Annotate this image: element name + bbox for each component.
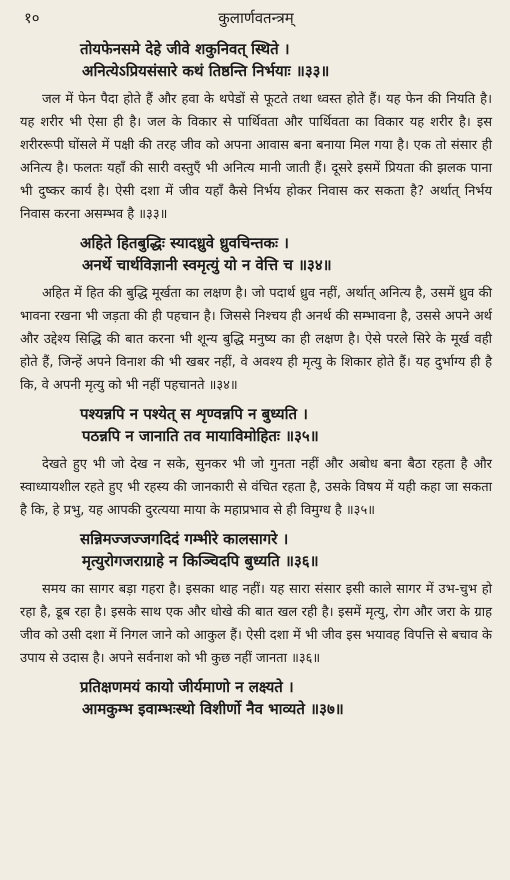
verse-line: अनित्येऽप्रियसंसारे कथं तिष्ठन्ति निर्भयाः ॥३३॥ [82, 62, 330, 80]
verse-33 [20, 38, 492, 82]
verse-line: प्रतिक्षणमयं कायो जीर्यमाणो न लक्ष्यते । [80, 678, 294, 696]
verse-37 [20, 676, 492, 720]
verse-line: तोयफेनसमे देहे जीवे शकुनिवत् स्थिते । [80, 40, 290, 58]
verse-line: पठन्नपि न जानाति तव मायाविमोहितः ॥३५॥ [82, 427, 319, 445]
verse-line: मृत्युरोगजराग्राहे न किञ्चिदपि बुध्यति ॥३६॥ [82, 552, 319, 570]
verse-line: अनर्थे चार्थविज्ञानी स्वमृत्युं यो न वेत्ति च ॥३४॥ [82, 256, 332, 274]
running-title: कुलार्णवतन्त्रम् [218, 9, 294, 27]
verse-line: अहिते हितबुद्धिः स्यादध्रुवे ध्रुवचिन्तकः । [80, 234, 289, 252]
verse-35 [20, 403, 492, 447]
commentary-35: देखते हुए भी जो देख न सके, सुनकर भी जो गुनता नहीं और अबोध बना बैठा रहता है और स्वाध्यायशील रहते हुए भी रहस्य की जानकारी से वंचित रहता है, उसके विषय में यही कहा जा सकता है कि, हे प्रभु, यह आपकी दुरत्यया माया के महाप्रभाव से ही विमुग्ध है ॥३५॥ [20, 457, 492, 518]
commentary-33: जल में फेन पैदा होते हैं और हवा के थपेडों से फूटते तथा ध्वस्त होते हैं। यह फेन की नियति है। यह शरीर भी ऐसा ही है। जल के विकार से पार्थिवता और पार्थिवता का विकार यह शरीर है। इस शरीररूपी घोंसले में पक्षी की तरह जीव को अपना आवास बना बनाया मिल गया है। एक तो संसार ही अनित्य है। फलतः यहाँ की सारी वस्तुएँ भी अनित्य मानी जाती हैं। दूसरे इसमें प्रियता की झलक पाना भी दुष्कर कार्य है। ऐसी दशा में जीव यहाँ कैसे निर्भय होकर निवास कर सकता है? अर्थात् निर्भय निवास करना असम्भव है ॥३३॥ [20, 92, 492, 222]
page-number: १० [24, 9, 40, 27]
verse-34 [20, 232, 492, 276]
commentary-36: समय का सागर बड़ा गहरा है। इसका थाह नहीं। यह सारा संसार इसी काले सागर में उभ-चुभ हो रहा है, डूब रहा है। इसके साथ एक और धोखे की बात खल रही है। इसमें मृत्यु, रोग और जरा के ग्राह जीव को उसी दशा में निगल जाने को आकुल हैं। ऐसी दशा में भी जीव इस भयावह विपत्ति से बचाव के उपाय से उदास है। अपने सर्वनाश को भी कुछ नहीं जानता ॥३६॥ [20, 582, 492, 666]
verse-36 [20, 528, 492, 572]
verse-line: पश्यन्नपि न पश्येत् स शृण्वन्नपि न बुध्यति । [80, 405, 308, 423]
page-header [20, 6, 492, 32]
commentary-34: अहित में हित की बुद्धि मूर्खता का लक्षण है। जो पदार्थ ध्रुव नहीं, अर्थात् अनित्य है, उसमें ध्रुव की भावना रखना भी जड़ता की ही पहचान है। जिससे निश्चय ही अनर्थ की सम्भावना है, उससे अपने अर्थ और उद्देश्य सिद्धि की बात करना भी शून्य बुद्धि मनुष्य का ही लक्षण है। ऐसे परले सिरे के मूर्ख वही होते हैं, जिन्हें अपने विनाश की भी खबर नहीं, वे अवश्य ही मृत्यु के शिकार होते हैं। यह दुर्भाग्य ही है कि, वे अपनी मृत्यु को भी नहीं पहचानते ॥३४॥ [20, 286, 492, 393]
verse-line: सन्निमज्जज्जगदिदं गम्भीरे कालसागरे । [80, 530, 289, 548]
verse-line: आमकुम्भ इवाम्भःस्थो विशीर्णो नैव भाव्यते ॥३७॥ [82, 700, 344, 718]
